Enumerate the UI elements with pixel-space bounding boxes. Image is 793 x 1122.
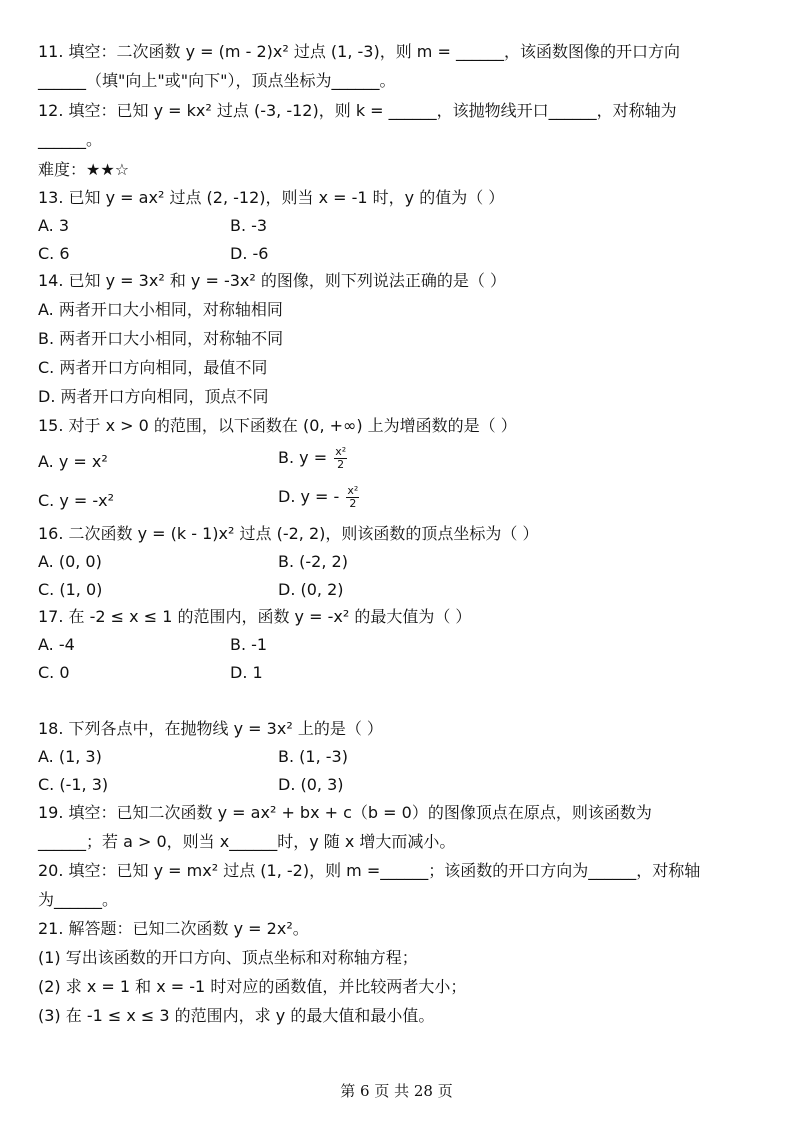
question-16-option-a: A. (0, 0) xyxy=(38,552,102,571)
question-15-option-b-label: B. y = xyxy=(278,448,328,467)
question-21-part-1: (1) 写出该函数的开口方向、顶点坐标和对称轴方程； xyxy=(38,948,418,967)
question-13-option-d: D. -6 xyxy=(230,244,269,263)
question-15-option-c: C. y = -x² xyxy=(38,491,115,510)
question-17-stem: 17. 在 -2 ≤ x ≤ 1 的范围内，函数 y = -x² 的最大值为（ ） xyxy=(38,607,472,626)
question-21-stem: 21. 解答题：已知二次函数 y = 2x²。 xyxy=(38,919,309,938)
question-21-part-2: (2) 求 x = 1 和 x = -1 时对应的函数值，并比较两者大小； xyxy=(38,977,467,996)
question-16-stem: 16. 二次函数 y = (k - 1)x² 过点 (-2, 2)，则该函数的顶点坐标为（ ） xyxy=(38,524,539,543)
question-14-stem: 14. 已知 y = 3x² 和 y = -3x² 的图像，则下列说法正确的是（ ） xyxy=(38,271,506,290)
question-18-option-a: A. (1, 3) xyxy=(38,747,102,766)
question-13-stem: 13. 已知 y = ax² 过点 (2, -12)，则当 x = -1 时，y 的值为（ ） xyxy=(38,188,505,207)
question-11-line-2: ______（填"向上"或"向下"），顶点坐标为______。 xyxy=(38,71,396,90)
question-21-part-3: (3) 在 -1 ≤ x ≤ 3 的范围内，求 y 的最大值和最小值。 xyxy=(38,1006,435,1025)
question-13-option-c: C. 6 xyxy=(38,244,70,263)
question-12-line-1: 12. 填空：已知 y = kx² 过点 (-3, -12)，则 k = ______，该抛物线开口______，对称轴为 xyxy=(38,101,677,120)
question-16-option-b: B. (-2, 2) xyxy=(278,552,348,571)
fraction-numerator: x² xyxy=(335,445,347,458)
fraction xyxy=(346,485,359,510)
fraction-denominator: 2 xyxy=(349,497,357,510)
question-13-option-a: A. 3 xyxy=(38,216,70,235)
question-16-option-d: D. (0, 2) xyxy=(278,580,344,599)
question-18-option-c: C. (-1, 3) xyxy=(38,775,109,794)
question-20-line-1: 20. 填空：已知 y = mx² 过点 (1, -2)，则 m =______；该函数的开口方向为______，对称轴 xyxy=(38,861,701,880)
question-18-option-d: D. (0, 3) xyxy=(278,775,344,794)
difficulty-label: 难度：★★☆ xyxy=(38,160,130,179)
question-15-option-d-label: D. y = - xyxy=(278,487,340,506)
question-18-stem: 18. 下列各点中，在抛物线 y = 3x² 上的是（ ） xyxy=(38,719,383,738)
fraction xyxy=(334,446,347,471)
question-13-option-b: B. -3 xyxy=(230,216,268,235)
question-11-line-1: 11. 填空：二次函数 y = (m - 2)x² 过点 (1, -3)，则 m = ______，该函数图像的开口方向 xyxy=(38,42,680,61)
question-15-option-d xyxy=(278,485,359,510)
question-17-option-d: D. 1 xyxy=(230,663,263,682)
question-19-line-2: ______；若 a > 0，则当 x______时，y 随 x 增大而减小。 xyxy=(38,832,456,851)
question-14-option-a: A. 两者开口大小相同，对称轴相同 xyxy=(38,300,283,319)
question-17-option-a: A. -4 xyxy=(38,635,75,654)
question-15-option-a: A. y = x² xyxy=(38,452,108,471)
question-17-option-c: C. 0 xyxy=(38,663,70,682)
page-number-footer: 第 6 页 共 28 页 xyxy=(340,1082,453,1100)
question-14-option-b: B. 两者开口大小相同，对称轴不同 xyxy=(38,329,284,348)
question-18-option-b: B. (1, -3) xyxy=(278,747,348,766)
question-15-stem: 15. 对于 x > 0 的范围，以下函数在 (0, +∞) 上为增函数的是（ ） xyxy=(38,416,517,435)
question-17-option-b: B. -1 xyxy=(230,635,268,654)
question-16-option-c: C. (1, 0) xyxy=(38,580,103,599)
question-15-option-b xyxy=(278,446,347,471)
question-12-line-2: ______。 xyxy=(38,130,103,149)
fraction-denominator: 2 xyxy=(337,458,345,471)
question-14-option-d: D. 两者开口方向相同，顶点不同 xyxy=(38,387,269,406)
question-19-line-1: 19. 填空：已知二次函数 y = ax² + bx + c（b = 0）的图像顶点在原点，则该函数为 xyxy=(38,803,652,822)
fraction-numerator: x² xyxy=(347,484,359,497)
question-20-line-2: 为______。 xyxy=(38,890,119,909)
question-14-option-c: C. 两者开口方向相同，最值不同 xyxy=(38,358,268,377)
